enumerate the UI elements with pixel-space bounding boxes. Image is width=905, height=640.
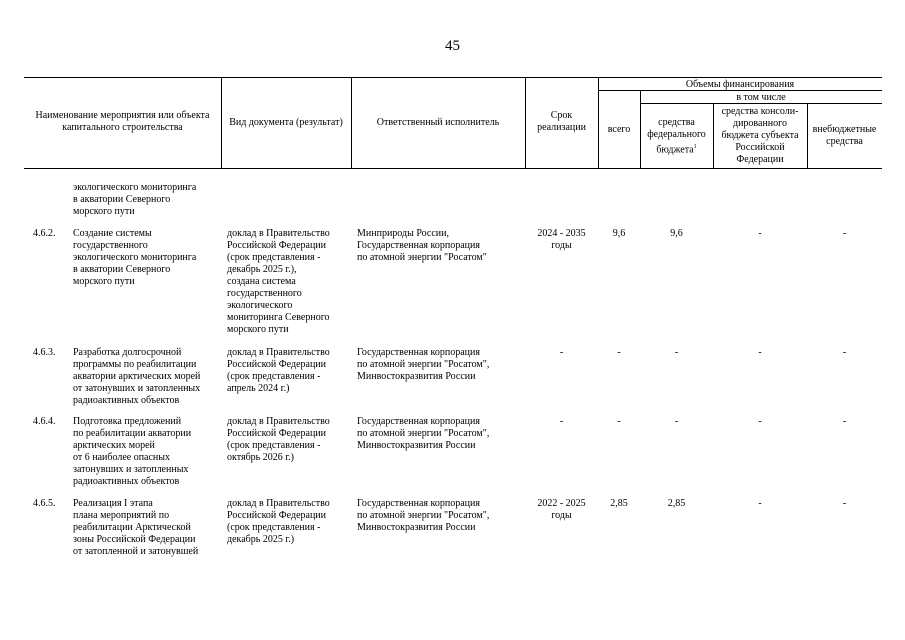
- row-name: Создание системы государственного экологического мониторинга в акватории Северного морского пути: [73, 228, 197, 287]
- row-total: -: [617, 347, 621, 358]
- header-extrabudget: внебюджетные средства: [812, 124, 877, 147]
- row-name: экологического мониторинга в акватории Северного морского пути: [73, 182, 197, 217]
- row-total: 9,6: [612, 228, 626, 239]
- header-federal-label: средства федерального бюджета: [647, 117, 706, 156]
- row-total: -: [617, 416, 621, 427]
- header-including: в том числе: [736, 92, 786, 103]
- row-number: 4.6.4.: [33, 416, 56, 427]
- row-extrabudget: -: [842, 498, 847, 509]
- row-extrabudget: -: [842, 416, 847, 427]
- row-regional: -: [758, 498, 762, 509]
- row-name: Реализация I этапа плана мероприятий по реабилитации Арктической зоны Российской Федерации от затопленной и затонувшей: [73, 498, 199, 557]
- row-doc: доклад в Правительство Российской Федерации (срок представления - октябрь 2026 г.): [227, 416, 330, 463]
- row-federal: -: [674, 347, 679, 358]
- row-name: Подготовка предложений по реабилитации акватории арктических морей от 6 наиболее опасных затонувших и затопленных радиоактивных объектов: [73, 416, 192, 487]
- row-executor: Государственная корпорация по атомной энергии "Росатом", Минвостокразвития России: [357, 347, 490, 382]
- row-doc: доклад в Правительство Российской Федерации (срок представления - апрель 2024 г.): [227, 347, 330, 394]
- row-regional: -: [758, 347, 762, 358]
- row-number: 4.6.2.: [33, 228, 56, 239]
- row-executor: Минприроды России, Государственная корпорация по атомной энергии "Росатом": [357, 228, 487, 263]
- row-regional: -: [758, 416, 762, 427]
- header-term: Срок реализации: [537, 110, 586, 133]
- row-number: 4.6.3.: [33, 347, 56, 358]
- row-term: -: [559, 347, 564, 358]
- header-regional: средства консоли- дированного бюджета субъекта Российской Федерации: [721, 106, 799, 165]
- row-executor: Государственная корпорация по атомной энергии "Росатом", Минвостокразвития России: [357, 416, 490, 451]
- row-regional: -: [758, 228, 762, 239]
- row-doc: доклад в Правительство Российской Федерации (срок представления - декабрь 2025 г.): [227, 498, 330, 545]
- header-financing: Объемы финансирования: [685, 79, 795, 90]
- header-federal: [640, 117, 713, 156]
- row-extrabudget: -: [842, 228, 847, 239]
- header-federal-footnote: 1: [693, 144, 697, 150]
- header-name: Наименование мероприятия или объекта капитального строительства: [35, 110, 210, 133]
- header-executor: Ответственный исполнитель: [376, 117, 500, 128]
- row-federal: 9,6: [670, 228, 683, 239]
- page-number: 45: [445, 38, 460, 54]
- row-term: 2024 - 2035 годы: [537, 228, 586, 251]
- row-total: 2,85: [610, 498, 628, 509]
- header-total: всего: [607, 124, 631, 135]
- header-doc-type: Вид документа (результат): [229, 117, 343, 128]
- row-term: -: [559, 416, 564, 427]
- row-number: 4.6.5.: [33, 498, 56, 509]
- row-federal: 2,85: [667, 498, 686, 509]
- row-extrabudget: -: [842, 347, 847, 358]
- row-federal: -: [674, 416, 679, 427]
- row-doc: доклад в Правительство Российской Федерации (срок представления - декабрь 2025 г.), создана система государственного экологического мониторинга Северного морского пути: [227, 228, 330, 335]
- row-executor: Государственная корпорация по атомной энергии "Росатом", Минвостокразвития России: [357, 498, 490, 533]
- row-term: 2022 - 2025 годы: [537, 498, 586, 521]
- row-name: Разработка долгосрочной программы по реабилитации акватории арктических морей от затонувших и затопленных радиоактивных объектов: [73, 347, 201, 406]
